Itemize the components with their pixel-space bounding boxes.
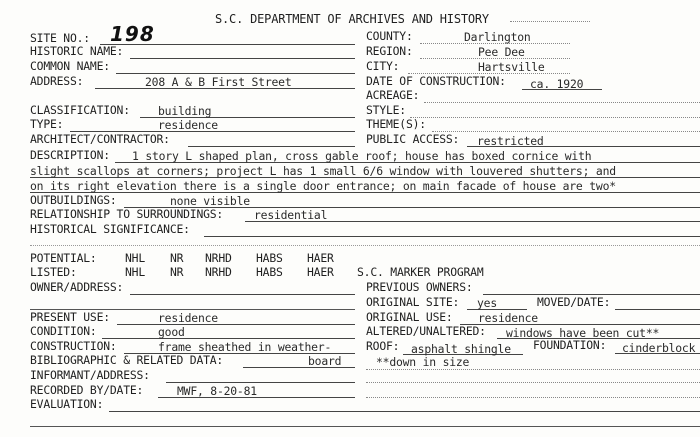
type-value: residence <box>158 118 218 132</box>
date-value: ca. 1920 <box>530 77 584 91</box>
themes-label: THEME(S): <box>366 117 426 131</box>
listed-habs: HABS <box>256 265 283 279</box>
description-text-3: on its right elevation there is a single door entrance; on main facade of house are two* <box>30 179 616 193</box>
county-value: Darlington <box>464 30 531 44</box>
site-no-value: 198 <box>110 22 155 46</box>
listed-nr: NR <box>170 265 184 279</box>
common-name-line <box>116 73 355 74</box>
informant-extra-line <box>366 382 700 383</box>
condition-value: good <box>158 325 185 339</box>
potential-habs: HABS <box>256 251 283 265</box>
evaluation-line <box>109 411 700 412</box>
historic-name-label: HISTORIC NAME: <box>30 44 124 58</box>
construction-value: frame sheathed in weather- <box>158 340 332 354</box>
present-use-line <box>117 324 355 325</box>
listed-nrhd: NRHD <box>205 265 232 279</box>
moved-date-label: MOVED/DATE: <box>537 295 611 309</box>
description-label: DESCRIPTION: <box>30 148 110 162</box>
foundation-value: cinderblock <box>622 341 696 355</box>
footnote-text: **down in size <box>376 355 470 369</box>
marker-program-label: S.C. MARKER PROGRAM <box>357 265 484 279</box>
listed-label: LISTED: <box>30 265 77 279</box>
relationship-value: residential <box>254 208 328 222</box>
county-label: COUNTY: <box>366 29 413 43</box>
original-site-label: ORIGINAL SITE: <box>366 295 460 309</box>
acreage-line <box>424 102 700 103</box>
potential-nhl: NHL <box>125 251 145 265</box>
description-text-2: slight scallops at corners; project L has 1 small 6/6 window with louvered shutters; and <box>30 164 616 178</box>
informant-line <box>166 382 355 383</box>
listed-haer: HAER <box>307 265 334 279</box>
potential-label: POTENTIAL: <box>30 251 97 265</box>
significance-extra-line <box>30 245 700 246</box>
original-use-label: ORIGINAL USE: <box>366 310 453 324</box>
foundation-label: FOUNDATION: <box>533 338 607 352</box>
potential-haer: HAER <box>307 251 334 265</box>
original-use-value: residence <box>478 311 538 325</box>
recorded-extra-line <box>366 397 700 398</box>
common-name-label: COMMON NAME: <box>30 59 110 73</box>
address-label: ADDRESS: <box>30 74 84 88</box>
style-label: STYLE: <box>366 103 406 117</box>
public-access-value: restricted <box>477 134 544 148</box>
region-label: REGION: <box>366 44 413 58</box>
relationship-label: RELATIONSHIP TO SURROUNDINGS: <box>30 207 224 221</box>
condition-label: CONDITION: <box>30 324 97 338</box>
original-site-value: yes <box>477 296 497 310</box>
listed-nhl: NHL <box>125 265 145 279</box>
present-use-value: residence <box>158 311 218 325</box>
outbuildings-label: OUTBUILDINGS: <box>30 193 117 207</box>
roof-label: ROOF: <box>366 339 400 353</box>
moved-date-line <box>615 309 700 310</box>
construction-label: CONSTRUCTION: <box>30 339 117 353</box>
altered-label: ALTERED/UNALTERED: <box>366 324 486 338</box>
informant-label: INFORMANT/ADDRESS: <box>30 368 150 382</box>
city-value: Hartsville <box>478 60 545 74</box>
altered-value: windows have been cut** <box>506 326 660 340</box>
description-text-1: 1 story L shaped plan, cross gable roof; house has boxed cornice with <box>132 149 592 163</box>
site-no-label: SITE NO.: <box>30 31 90 45</box>
themes-line <box>432 131 700 132</box>
condition-line <box>102 338 355 339</box>
potential-nrhd: NRHD <box>205 251 232 265</box>
evaluation-extra-line <box>30 426 700 427</box>
potential-nr: NR <box>170 251 184 265</box>
style-line <box>410 117 700 118</box>
significance-label: HISTORICAL SIGNIFICANCE: <box>30 222 190 236</box>
region-value: Pee Dee <box>478 45 525 59</box>
classification-label: CLASSIFICATION: <box>30 103 130 117</box>
evaluation-label: EVALUATION: <box>30 397 104 411</box>
outbuildings-value: none visible <box>170 194 250 208</box>
original-site-line <box>467 309 527 310</box>
owner-address-line <box>130 294 355 295</box>
present-use-label: PRESENT USE: <box>30 310 110 324</box>
classification-value: building <box>158 104 212 118</box>
historic-name-line <box>130 58 355 59</box>
previous-owners-label: PREVIOUS OWNERS: <box>366 280 473 294</box>
owner-address-label: OWNER/ADDRESS: <box>30 280 124 294</box>
construction-value-continued: board <box>308 354 342 368</box>
agency-header: S.C. DEPARTMENT OF ARCHIVES AND HISTORY <box>215 12 489 26</box>
public-access-label: PUBLIC ACCESS: <box>366 132 460 146</box>
recorded-label: RECORDED BY/DATE: <box>30 383 144 397</box>
type-label: TYPE: <box>30 117 64 131</box>
bibliographic-label: BIBLIOGRAPHIC & RELATED DATA: <box>30 353 224 367</box>
significance-line <box>204 236 700 237</box>
date-label: DATE OF CONSTRUCTION: <box>366 74 506 88</box>
city-label: CITY: <box>366 59 400 73</box>
bibliographic-extra-line <box>366 369 700 370</box>
recorded-value: MWF, 8-20-81 <box>177 384 257 398</box>
architect-label: ARCHITECT/CONTRACTOR: <box>30 132 170 146</box>
roof-value: asphalt shingle <box>411 342 511 356</box>
architect-line <box>188 146 355 147</box>
header-dotted-rule <box>510 21 590 22</box>
address-value: 208 A & B First Street <box>145 75 292 89</box>
acreage-label: ACREAGE: <box>366 88 420 102</box>
